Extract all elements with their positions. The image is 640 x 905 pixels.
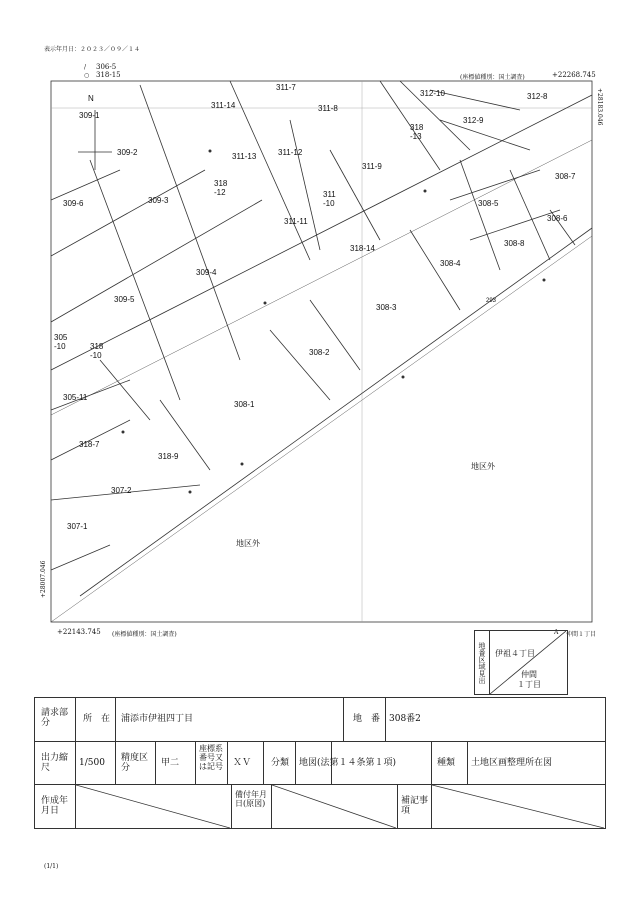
boundary-index-box (474, 630, 568, 695)
parcel-label: 307-1 (67, 522, 88, 531)
area-label-b1: 仲間 (521, 670, 537, 679)
precision-label: 精度区分 (121, 753, 149, 773)
parcel-label: 308-4 (440, 259, 461, 268)
lot-value: 308番2 (389, 714, 421, 724)
remark-date-label: 備付年月日(原図) (235, 790, 267, 808)
scale-value: 1/500 (79, 758, 105, 768)
dept-label: 請求部分 (41, 708, 69, 728)
parcel-label: 311-7 (276, 83, 296, 92)
parcel-label: 309-5 (114, 295, 135, 304)
coord-top-right: +22268.745 (552, 71, 596, 79)
coord-system-top: (座標値種別：国土調査) (460, 74, 525, 81)
parcel-label: 309-2 (117, 148, 138, 157)
ref-parcel-1: 306-5 (96, 63, 117, 71)
class-value: 地図(法第１４条第１項) (299, 758, 397, 768)
type-value: 土地区画整理所在図 (471, 758, 553, 768)
parcel-label: -10 (90, 351, 102, 360)
class-label: 分類 (271, 758, 290, 768)
parcel-label: -10 (54, 342, 66, 351)
coord-value: ＸＶ (233, 758, 252, 768)
parcel-label: 305-11 (63, 393, 88, 402)
page-indicator: (1/1) (44, 863, 59, 870)
parcel-label: -13 (410, 132, 422, 141)
parcel-label: 308-3 (376, 303, 397, 312)
parcel-label: 312-9 (463, 116, 484, 125)
adjacent-area: 仲間１丁目 (566, 631, 597, 638)
location-label: 所 在 (83, 714, 111, 724)
area-label-b2: １丁目 (517, 680, 541, 689)
parcel-label: 308-6 (547, 214, 568, 223)
outside-area-label-1: 地区外 (471, 462, 495, 471)
parcel-label: 308-7 (555, 172, 576, 181)
parcel-label: 318 (214, 179, 228, 188)
parcel-label: 309-3 (148, 196, 169, 205)
lot-label: 地 番 (353, 714, 381, 724)
parcel-label: 311-14 (211, 101, 236, 110)
parcel-label: 318-7 (79, 440, 100, 449)
parcel-label: 307-2 (111, 486, 132, 495)
adjacent-marker: A (554, 629, 559, 636)
notes-label: 補記事項 (401, 796, 429, 816)
parcel-label: 309-1 (79, 111, 100, 120)
area-label-a: 伊祖４丁目 (495, 649, 535, 658)
outside-area-label-2: 地区外 (236, 539, 260, 548)
parcel-label: 311-11 (284, 217, 308, 226)
parcel-label: 318-14 (350, 244, 375, 253)
scale-label: 出力縮尺 (41, 753, 69, 773)
parcel-label: 312-8 (527, 92, 548, 101)
type-label: 種類 (437, 758, 456, 768)
parcel-label: 318-9 (158, 452, 179, 461)
parcel-label: 311-8 (318, 104, 338, 113)
precision-value: 甲二 (161, 758, 180, 768)
boundary-index-title: 地番区域見出 (475, 631, 490, 694)
coord-bottom-left: +22143.745 (57, 628, 101, 636)
parcel-label: 309-6 (63, 199, 84, 208)
parcel-label: 308-5 (478, 199, 499, 208)
ref-mark-2: ○ (84, 72, 90, 79)
coord-right-top: +28183.046 (596, 88, 603, 126)
coord-system-bottom: (座標値種別：国土調査) (112, 631, 177, 638)
created-label: 作成年月日 (41, 796, 69, 816)
parcel-label: 293 (486, 298, 497, 304)
parcel-label: -12 (214, 188, 226, 197)
ref-parcel-2: 318-15 (96, 71, 121, 79)
north-label: N (88, 94, 94, 103)
parcel-label: 308-8 (504, 239, 525, 248)
parcel-label: 309-4 (196, 268, 217, 277)
parcel-label: 311-13 (232, 152, 257, 161)
parcel-label: -10 (323, 199, 335, 208)
parcel-label: 308-1 (234, 400, 255, 409)
location-value: 浦添市伊祖四丁目 (121, 714, 194, 724)
parcel-label: 318 (90, 342, 104, 351)
parcel-label: 311 (323, 190, 336, 199)
coord-label: 座標系番号又は記号 (199, 744, 223, 771)
ref-mark-1: / (84, 64, 87, 71)
parcel-label: 305 (54, 333, 68, 342)
parcel-label: 312-10 (420, 89, 445, 98)
coord-left-bottom: +28007.046 (40, 560, 47, 598)
parcel-label: 308-2 (309, 348, 330, 357)
print-date: 表示年月日：２０２３／０９／１４ (44, 46, 141, 53)
parcel-label: 311-9 (362, 162, 382, 171)
form-table (34, 697, 606, 829)
parcel-label: 318 (410, 123, 424, 132)
parcel-label: 311-12 (278, 148, 303, 157)
